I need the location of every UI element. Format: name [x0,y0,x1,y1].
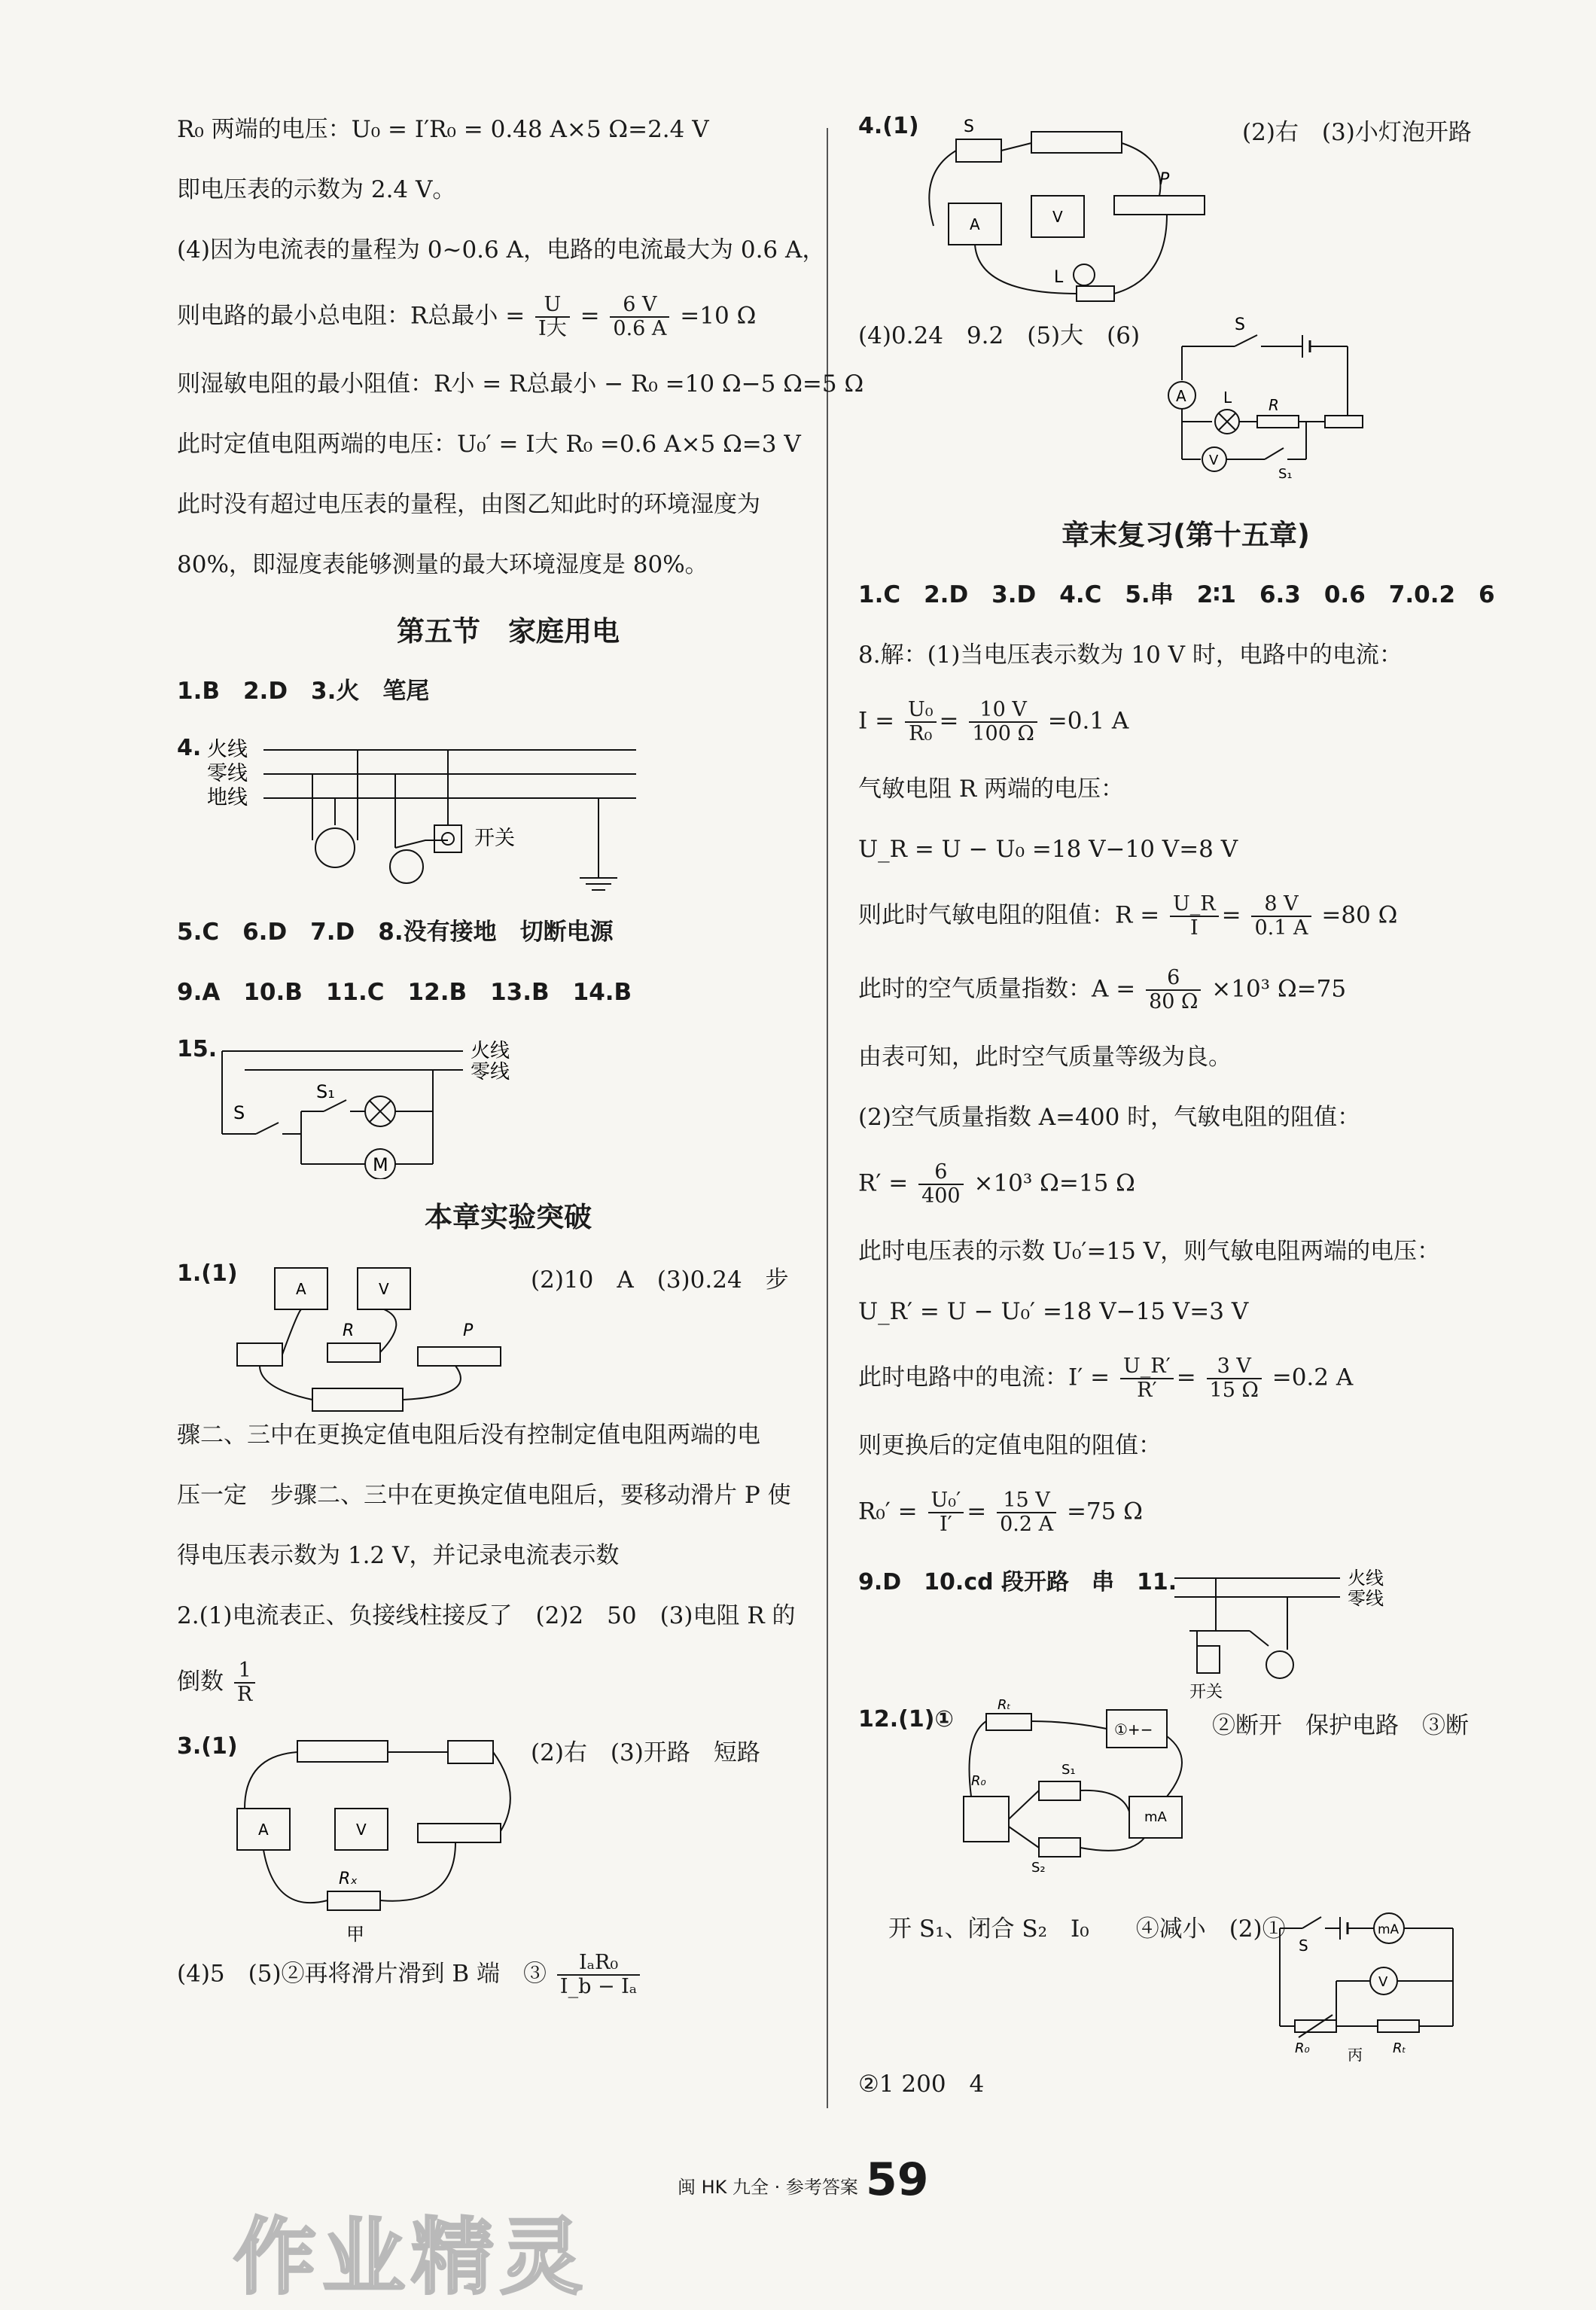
motor-circuit-diagram: 15. 火线 零线 S S₁ M [177,1036,839,1179]
svg-text:S: S [964,117,974,136]
svg-text:V: V [1052,208,1063,226]
formula-line: 则此时气敏电阻的阻值：R = $\frac{U\_R}{I}$ = $\frac{8 V}{0.1 A}$ =80 Ω [858,892,1398,940]
fraction: $\frac{1}{R}$ [234,1659,255,1706]
neutral-wire-label: 零线 [207,762,248,785]
answer-line: 5.C 6.D 7.D 8.没有接地 切断电源 [177,919,614,946]
resistor-icon [327,1891,380,1910]
rheostat-icon [1325,416,1363,428]
text-line: 由表可知，此时空气质量等级为良。 [858,1044,1232,1071]
battery-icon [312,1388,403,1411]
apparatus-drawing [918,113,1235,316]
text-line: 此时定值电阻两端的电压：U₀′ = I大 R₀ =0.6 A×5 Ω=3 V [177,431,801,458]
footer-label: 闽 HK 九全 · 参考答案 [678,2177,858,2198]
page-number: 59 [866,2153,929,2206]
bulb-icon [1266,1651,1293,1678]
answer-text: 开 S₁、闭合 S₂ I₀ ④减小 (2)① [888,1915,1286,1943]
bulb-icon [390,850,423,883]
motor-label: M [373,1154,388,1175]
svg-text:A: A [258,1821,269,1839]
switch-s-label: S [233,1102,245,1123]
answer-text: (2)右 (3)开路 短路 [531,1739,760,1766]
svg-text:R₀: R₀ [1295,2040,1310,2056]
text-line: U_R = U − U₀ =18 V−10 V=8 V [858,836,1238,863]
formula-line: R′ = $\frac{6}{400}$ ×10³ Ω=15 Ω [858,1160,1135,1208]
svg-text:V: V [356,1821,367,1839]
svg-text:Rₜ: Rₜ [998,1699,1011,1713]
question-9-11: 9.D 10.cd 段开路 串 11. 火线 零线 开关 [858,1563,1513,1706]
apparatus-drawing [956,1699,1205,1902]
text-line: 则更换后的定值电阻的阻值： [858,1432,1162,1459]
answer-text: (2)10 A (3)0.24 步 [531,1266,789,1294]
question-12-cont [858,1909,1513,2068]
text-line: 8.解：(1)当电压表示数为 10 V 时，电路中的电流： [858,641,1403,669]
switch-icon [1197,1646,1220,1673]
experiment-3: 3.(1) A V Rₓ 甲 (2)右 (3)开路 短路 [177,1733,839,1952]
resistor-icon [1378,2020,1419,2032]
watermark: 作业精灵 [233,2209,589,2305]
svg-text:S₁: S₁ [1278,466,1293,482]
text-line: 压一定 步骤二、三中在更换定值电阻后，要移动滑片 P 使 [177,1482,791,1509]
rheostat-icon [418,1347,501,1366]
fire-wire-label: 火线 [1348,1568,1384,1589]
formula-line: 则电路的最小总电阻：R总最小 = $\frac{U}{\text{I大}}$ = $\frac{6 V}{0.6 A}$ =10 Ω [177,293,757,340]
text-line: (4)因为电流表的量程为 0~0.6 A，电路的电流最大为 0.6 A， [177,236,826,264]
svg-text:mA: mA [1378,1922,1400,1937]
switch-icon [1302,1917,1321,1928]
svg-text:S₁: S₁ [1061,1762,1076,1778]
resistance-box-icon [964,1796,1009,1842]
svg-text:Rₜ: Rₜ [1393,2040,1406,2056]
apparatus-drawing [230,1260,531,1419]
formula-line: R₀′ = $\frac{\text{U₀′}}{I'}$ = $\frac{15 V}{0.2 A}$ =75 Ω [858,1489,1143,1536]
svg-text:V: V [1209,453,1219,468]
text-line: 气敏电阻 R 两端的电压： [858,776,1125,803]
answer-line: 1.B 2.D 3.火 笔尾 [177,678,430,705]
formula-line: I = $\frac{\text{U₀}}{\text{R₀}}$ = $\frac{10 V}{100 \Omega}$ =0.1 A [858,698,1129,745]
svg-text:A: A [970,215,980,233]
ground-wire-label: 地线 [207,786,248,809]
answer-line: 9.A 10.B 11.C 12.B 13.B 14.B [177,979,632,1006]
text-line: R₀ 两端的电压：U₀ = I′R₀ = 0.48 A×5 Ω=2.4 V [177,116,709,143]
text-line: (2)空气质量指数 A=400 时，气敏电阻的阻值： [858,1104,1361,1131]
svg-text:L: L [1223,389,1232,407]
section-heading: 章末复习(第十五章) [1061,519,1310,551]
fraction: $\frac{6 V}{0.6 A}$ [610,294,669,340]
svg-text:S: S [1235,315,1245,334]
switch-s-icon [256,1123,279,1134]
answer-text: ②断开 保护电路 ③断 [1212,1712,1469,1739]
text-line: 骤二、三中在更换定值电阻后没有控制定值电阻两端的电 [177,1422,760,1449]
figure-caption: 丙 [1348,2046,1363,2064]
switch-label: 开关 [474,827,515,850]
fraction: $\frac{\text{IₐR₀}}{\text{I\_b − Iₐ}}$ [557,1952,640,1998]
resistor-icon [1257,416,1299,428]
switch-s1-label: S₁ [316,1081,335,1102]
question-12: 12.(1)① Rₜ ①+− R₀ S₁ S₂ mA ②断开 保护电路 ③断 [858,1706,1513,1909]
text-line: U_R′ = U − U₀′ =18 V−15 V=3 V [858,1298,1249,1325]
formula-line: 此时的空气质量指数：A = $\frac{6}{80 \Omega}$ ×10³ Ω=75 [858,966,1347,1013]
answer-line: ②1 200 4 [858,2071,985,2098]
fire-wire-label: 火线 [207,738,248,761]
svg-text:①+−: ①+− [1114,1720,1153,1739]
svg-text:R: R [343,1321,355,1340]
right-column [858,113,1513,2128]
experiment-4-cont [858,316,1513,497]
svg-text:A: A [296,1280,306,1298]
svg-text:V: V [379,1280,389,1298]
svg-text:A: A [1176,387,1186,405]
switch-icon [1235,335,1257,346]
svg-text:V: V [1378,1974,1388,1990]
rheostat-icon [418,1824,501,1842]
switch-icon [434,825,461,852]
section-heading: 第五节 家庭用电 [397,615,620,648]
bulb-icon [1074,264,1095,285]
svg-text:Rₓ: Rₓ [339,1870,358,1888]
fire-wire-label: 火线 [471,1040,510,1062]
text-line: 2.(1)电流表正、负接线柱接反了 (2)2 50 (3)电阻 R 的 [177,1602,796,1629]
fraction: $\frac{U}{\text{I大}}$ [535,294,570,340]
svg-text:S₂: S₂ [1031,1860,1046,1876]
switch-icon [956,139,1001,162]
switch-lamp-diagram [1167,1563,1423,1706]
formula-line: 此时电路中的电流：I′ = $\frac{U\_R'}{R'}$ = $\frac{3 V}{15 \Omega}$ =0.2 A [858,1355,1354,1402]
svg-text:P: P [463,1321,474,1340]
svg-text:P: P [1159,170,1170,189]
svg-text:L: L [1054,268,1064,287]
apparatus-drawing [230,1733,531,1952]
text-line: 即电压表的示数为 2.4 V。 [177,176,456,203]
experiment-4: 4.(1) S A V P L (2)右 (3)小灯泡开路 [858,113,1513,316]
text-line: 此时电压表的示数 U₀′=15 V，则气敏电阻两端的电压： [858,1238,1441,1265]
switch-label: 开关 [1189,1683,1223,1702]
switch-s1-icon [1265,448,1284,459]
switch-s2-icon [1039,1838,1080,1857]
answer-text: (2)右 (3)小灯泡开路 [1242,119,1472,146]
answer-text: (4)0.24 9.2 (5)大 (6) [858,322,1141,349]
neutral-wire-label: 零线 [1348,1588,1384,1609]
section-heading: 本章实验突破 [425,1201,592,1233]
socket-icon [315,828,355,867]
neutral-wire-label: 零线 [471,1061,510,1083]
text-line: 则湿敏电阻的最小阻值：R小 = R总最小 − R₀ =10 Ω−5 Ω=5 Ω [177,370,864,398]
svg-text:R₀: R₀ [971,1773,986,1789]
switch-icon [448,1741,493,1763]
answer-line: 1.C 2.D 3.D 4.C 5.串 2∶1 6.3 0.6 7.0.2 6 [858,581,1495,608]
formula-line: (4)5 (5)②再将滑片滑到 B 端 ③ $\frac{\text{IₐR₀}}{\text{I\_b − Iₐ}}$ [177,1952,839,1998]
left-column [177,113,864,2025]
text-line: 得电压表示数为 1.2 V，并记录电流表示数 [177,1542,620,1569]
switch-icon [237,1343,282,1366]
rheostat-icon [1114,196,1205,215]
formula-line: 倒数 $\frac{1}{R}$ [177,1659,839,1706]
wiring-svg [200,735,651,901]
resistor-icon [986,1714,1031,1730]
household-wiring-diagram: 4. 火线 零线 地线 开关 [177,735,839,901]
text-line: 此时没有超过电压表的量程，由图乙知此时的环境湿度为 [177,491,760,518]
text-line: 80%，即湿度表能够测量的最大环境湿度是 80%。 [177,551,708,578]
switch-s1-icon [1039,1781,1080,1800]
circuit-diagram [1152,309,1378,489]
experiment-1: 1.(1) A V R P (2)10 A (3)0.24 步 [177,1260,839,1419]
svg-text:R: R [1269,396,1279,414]
resistor-icon [327,1343,380,1362]
svg-text:S: S [1299,1937,1308,1955]
figure-caption: 甲 [346,1924,364,1945]
svg-text:mA: mA [1144,1809,1167,1825]
circuit-diagram [1265,1906,1491,2064]
battery-icon [1031,132,1122,153]
battery-icon [297,1741,388,1762]
